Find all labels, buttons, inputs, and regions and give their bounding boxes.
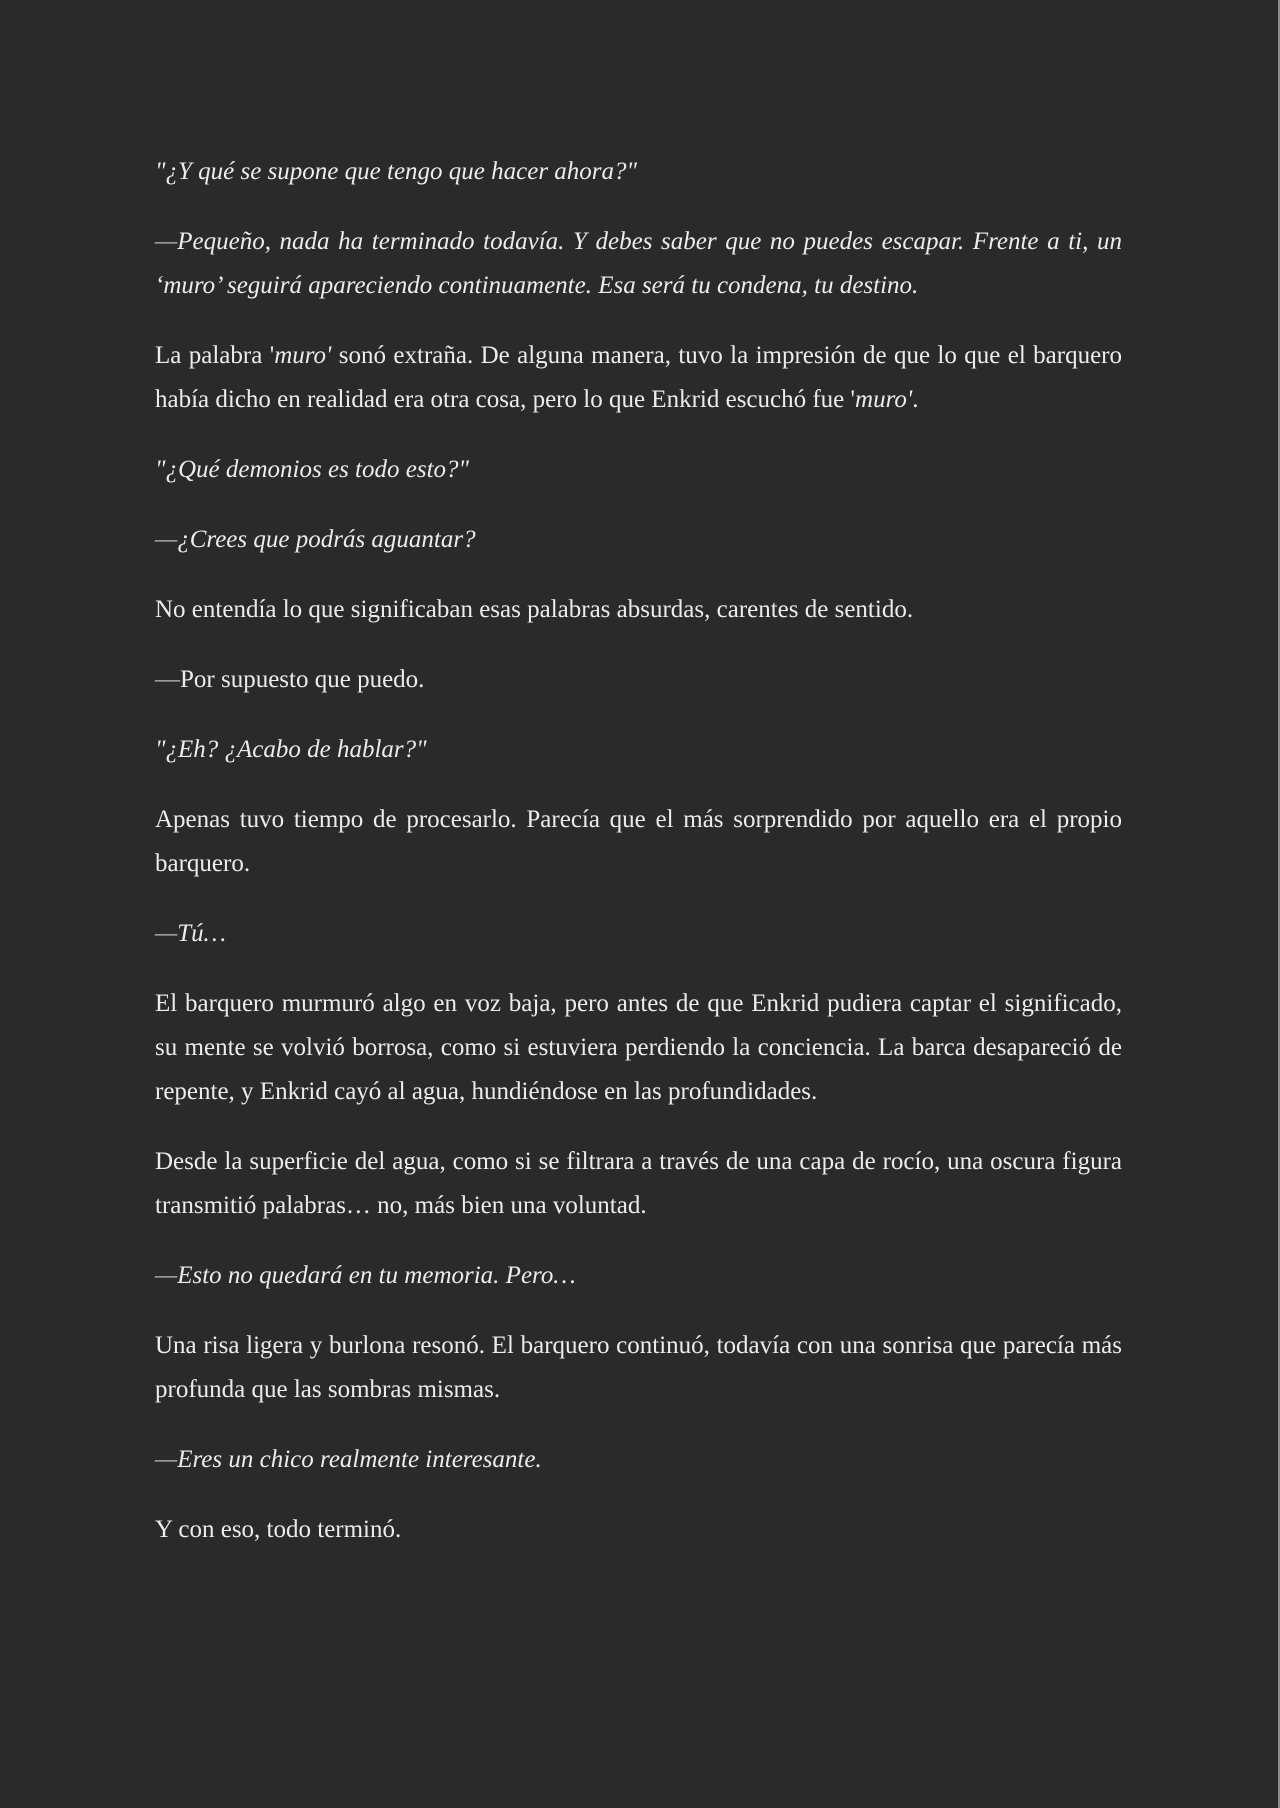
paragraph-narration [155, 588, 1122, 632]
paragraph-dialogue-ferryman [155, 220, 1122, 308]
paragraph-text: sonó extraña. De alguna manera, tuvo la impresión de que lo que el barquero había dicho en realidad era otra cosa, pero lo que Enkrid escuchó fue ' [155, 342, 1122, 413]
paragraph-text: Desde la superficie del agua, como si se filtrara a través de una capa de rocío, una oscura figura transmitió palabras… no, más bien una voluntad. [155, 1148, 1122, 1219]
paragraph-dialogue-ferryman [155, 912, 1122, 956]
paragraph-dialogue-enkrid [155, 658, 1122, 702]
paragraph-text: ¿Crees que podrás aguantar? [177, 526, 476, 553]
paragraph-text: Eres un chico realmente interesante. [177, 1446, 542, 1473]
paragraph-dialogue-ferryman [155, 518, 1122, 562]
paragraph-narration [155, 982, 1122, 1114]
paragraph-dash: — [155, 666, 180, 693]
emphasis-muro: muro' [855, 386, 913, 413]
paragraph-text: Tú… [177, 920, 226, 947]
paragraph-dialogue-ferryman [155, 1254, 1122, 1298]
paragraph-text: . [912, 386, 919, 413]
paragraph-narration [155, 334, 1122, 422]
paragraph-dialogue-thought [155, 448, 1122, 492]
paragraph-text: Una risa ligera y burlona resonó. El barquero continuó, todavía con una sonrisa que parecía más profunda que las sombras mismas. [155, 1332, 1122, 1403]
paragraph-dash: — [155, 920, 178, 947]
paragraph-text: Apenas tuvo tiempo de procesarlo. Parecía que el más sorprendido por aquello era el propio barquero. [155, 806, 1122, 877]
chapter-text [155, 150, 1122, 1578]
paragraph-text: Esto no quedará en tu memoria. Pero… [177, 1262, 576, 1289]
paragraph-text: Pequeño, nada ha terminado todavía. Y debes saber que no puedes escapar. Frente a ti, un ‘muro’ seguirá apareciendo continuamente. Esa será tu condena, tu destino. [155, 228, 1122, 299]
paragraph-text: No entendía lo que significaban esas palabras absurdas, carentes de sentido. [155, 596, 914, 623]
paragraph-narration [155, 1140, 1122, 1228]
emphasis-muro: muro' [274, 342, 332, 369]
paragraph-dash: — [155, 228, 178, 255]
paragraph-dash: — [155, 1262, 178, 1289]
paragraph-text: Por supuesto que puedo. [180, 666, 425, 693]
paragraph-text: "¿Qué demonios es todo esto?" [155, 456, 470, 483]
paragraph-text: El barquero murmuró algo en voz baja, pero antes de que Enkrid pudiera captar el significado, su mente se volvió borrosa, como si estuviera perdiendo la conciencia. La barca desapareció de repente, y Enkrid cayó al agua, hundiéndose en las profundidades. [155, 990, 1122, 1105]
paragraph-text: "¿Y qué se supone que tengo que hacer ahora?" [155, 158, 638, 185]
paragraph-text: Y con eso, todo terminó. [155, 1516, 402, 1543]
paragraph-text: La palabra ' [155, 342, 275, 369]
paragraph-narration [155, 1508, 1122, 1552]
paragraph-dialogue-ferryman [155, 1438, 1122, 1482]
paragraph-narration [155, 1324, 1122, 1412]
paragraph-dialogue-thought [155, 728, 1122, 772]
paragraph-text: "¿Eh? ¿Acabo de hablar?" [155, 736, 427, 763]
paragraph-dash: — [155, 526, 178, 553]
paragraph-narration [155, 798, 1122, 886]
paragraph-dialogue-thought [155, 150, 1122, 194]
paragraph-dash: — [155, 1446, 178, 1473]
